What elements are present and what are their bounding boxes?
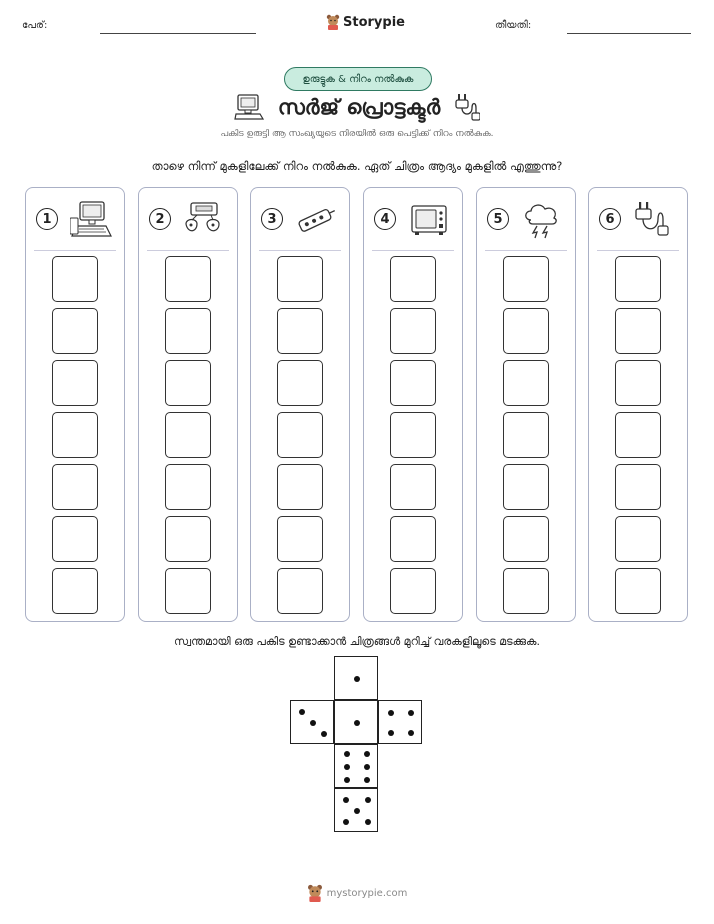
die-face-1 [334,700,378,744]
die-pip [364,751,370,757]
color-box[interactable] [165,308,211,354]
color-box[interactable] [165,412,211,458]
color-box[interactable] [390,464,436,510]
title-row [0,92,714,122]
brand-name: Storypie [343,14,405,30]
color-box[interactable] [503,308,549,354]
color-box[interactable] [615,256,661,302]
page-title: സർജ് പ്രൊട്ടക്ടർ [277,94,441,119]
die-pip [364,777,370,783]
die-pip [343,797,349,803]
storypie-bear-icon [326,14,340,30]
color-box[interactable] [503,516,549,562]
plug-icon [454,92,480,122]
die-face-4 [378,700,422,744]
column-number: 3 [261,208,283,230]
date-line[interactable] [567,33,691,34]
color-box[interactable] [165,360,211,406]
column-5 [476,187,576,622]
column-header [477,188,575,250]
color-box[interactable] [503,464,549,510]
die-face-3 [290,700,334,744]
die-pip [344,751,350,757]
column-2 [138,187,238,622]
column-3 [250,187,350,622]
die-pip [354,808,360,814]
die-pip [408,710,414,716]
column-number: 1 [36,208,58,230]
name-label: പേര്: [22,20,48,31]
brand-logo [326,14,405,30]
column-divider [259,250,341,251]
die-pip [365,797,371,803]
color-box[interactable] [503,360,549,406]
die-pip [310,720,316,726]
computer-icon [70,200,114,240]
color-box[interactable] [615,516,661,562]
color-box[interactable] [165,256,211,302]
column-6 [588,187,688,622]
color-box[interactable] [390,308,436,354]
color-box[interactable] [52,256,98,302]
color-box[interactable] [390,516,436,562]
color-box[interactable] [277,568,323,614]
column-4 [363,187,463,622]
color-box[interactable] [277,256,323,302]
microwave-icon [408,200,452,240]
color-box[interactable] [615,308,661,354]
color-box[interactable] [165,568,211,614]
color-box[interactable] [390,256,436,302]
column-number: 4 [374,208,396,230]
column-number: 5 [487,208,509,230]
storypie-bear-icon [307,884,323,902]
activity-badge: ഉരുട്ടുക & നിറം നൽകുക [284,67,432,91]
column-divider [485,250,567,251]
date-label: തീയതി: [495,20,532,31]
color-box[interactable] [277,308,323,354]
die-pip [344,777,350,783]
color-box[interactable] [52,360,98,406]
color-box[interactable] [615,360,661,406]
game-console-icon [183,200,227,240]
color-box[interactable] [277,464,323,510]
color-box[interactable] [52,568,98,614]
color-box[interactable] [390,360,436,406]
color-box[interactable] [615,464,661,510]
instruction: താഴെ നിന്ന് മുകളിലേക്ക് നിറം നൽകുക. ഏത് ചിത്രം ആദ്യം മുകളിൽ എത്തുന്നു? [151,159,563,173]
color-box[interactable] [52,464,98,510]
lightning-cloud-icon [521,200,565,240]
color-box[interactable] [277,360,323,406]
column-1 [25,187,125,622]
die-pip [354,676,360,682]
die-pip [365,819,371,825]
color-box[interactable] [277,412,323,458]
footer-url[interactable]: mystorypie.com [326,887,408,899]
plug-icon [633,200,677,240]
die-pip [299,709,305,715]
die-pip [388,710,394,716]
die-pip [364,764,370,770]
die-pip [388,730,394,736]
die-face-6 [334,744,378,788]
column-number: 6 [599,208,621,230]
color-box[interactable] [52,516,98,562]
color-box[interactable] [52,412,98,458]
column-header [139,188,237,250]
color-box[interactable] [615,568,661,614]
footer [0,884,714,902]
column-header [364,188,462,250]
color-box[interactable] [165,516,211,562]
column-divider [372,250,454,251]
die-face-5 [334,788,378,832]
color-box[interactable] [165,464,211,510]
color-box[interactable] [52,308,98,354]
column-header [589,188,687,250]
die-pip [343,819,349,825]
name-line[interactable] [100,33,256,34]
die-pip [354,720,360,726]
color-box[interactable] [390,412,436,458]
color-box[interactable] [615,412,661,458]
die-pip [344,764,350,770]
color-box[interactable] [503,568,549,614]
die-face-1 [334,656,378,700]
fold-instruction: സ്വന്തമായി ഒരു പകിട ഉണ്ടാക്കാൻ ചിത്രങ്ങൾ മുറിച്ച് വരകളിലൂടെ മടക്കുക. [174,635,540,648]
column-header [251,188,349,250]
color-box[interactable] [503,256,549,302]
column-divider [597,250,679,251]
color-box[interactable] [503,412,549,458]
color-box[interactable] [277,516,323,562]
column-divider [147,250,229,251]
die-pip [408,730,414,736]
column-header [26,188,124,250]
computer-icon [234,93,264,121]
color-box[interactable] [390,568,436,614]
column-divider [34,250,116,251]
die-pip [321,731,327,737]
column-number: 2 [149,208,171,230]
power-strip-icon [295,200,339,240]
subtitle: പകിട ഉരുട്ടി ആ സംഖ്യയുടെ നിരയിൽ ഒരു പെട്ടിക്ക് നിറം നൽകുക. [220,129,494,139]
